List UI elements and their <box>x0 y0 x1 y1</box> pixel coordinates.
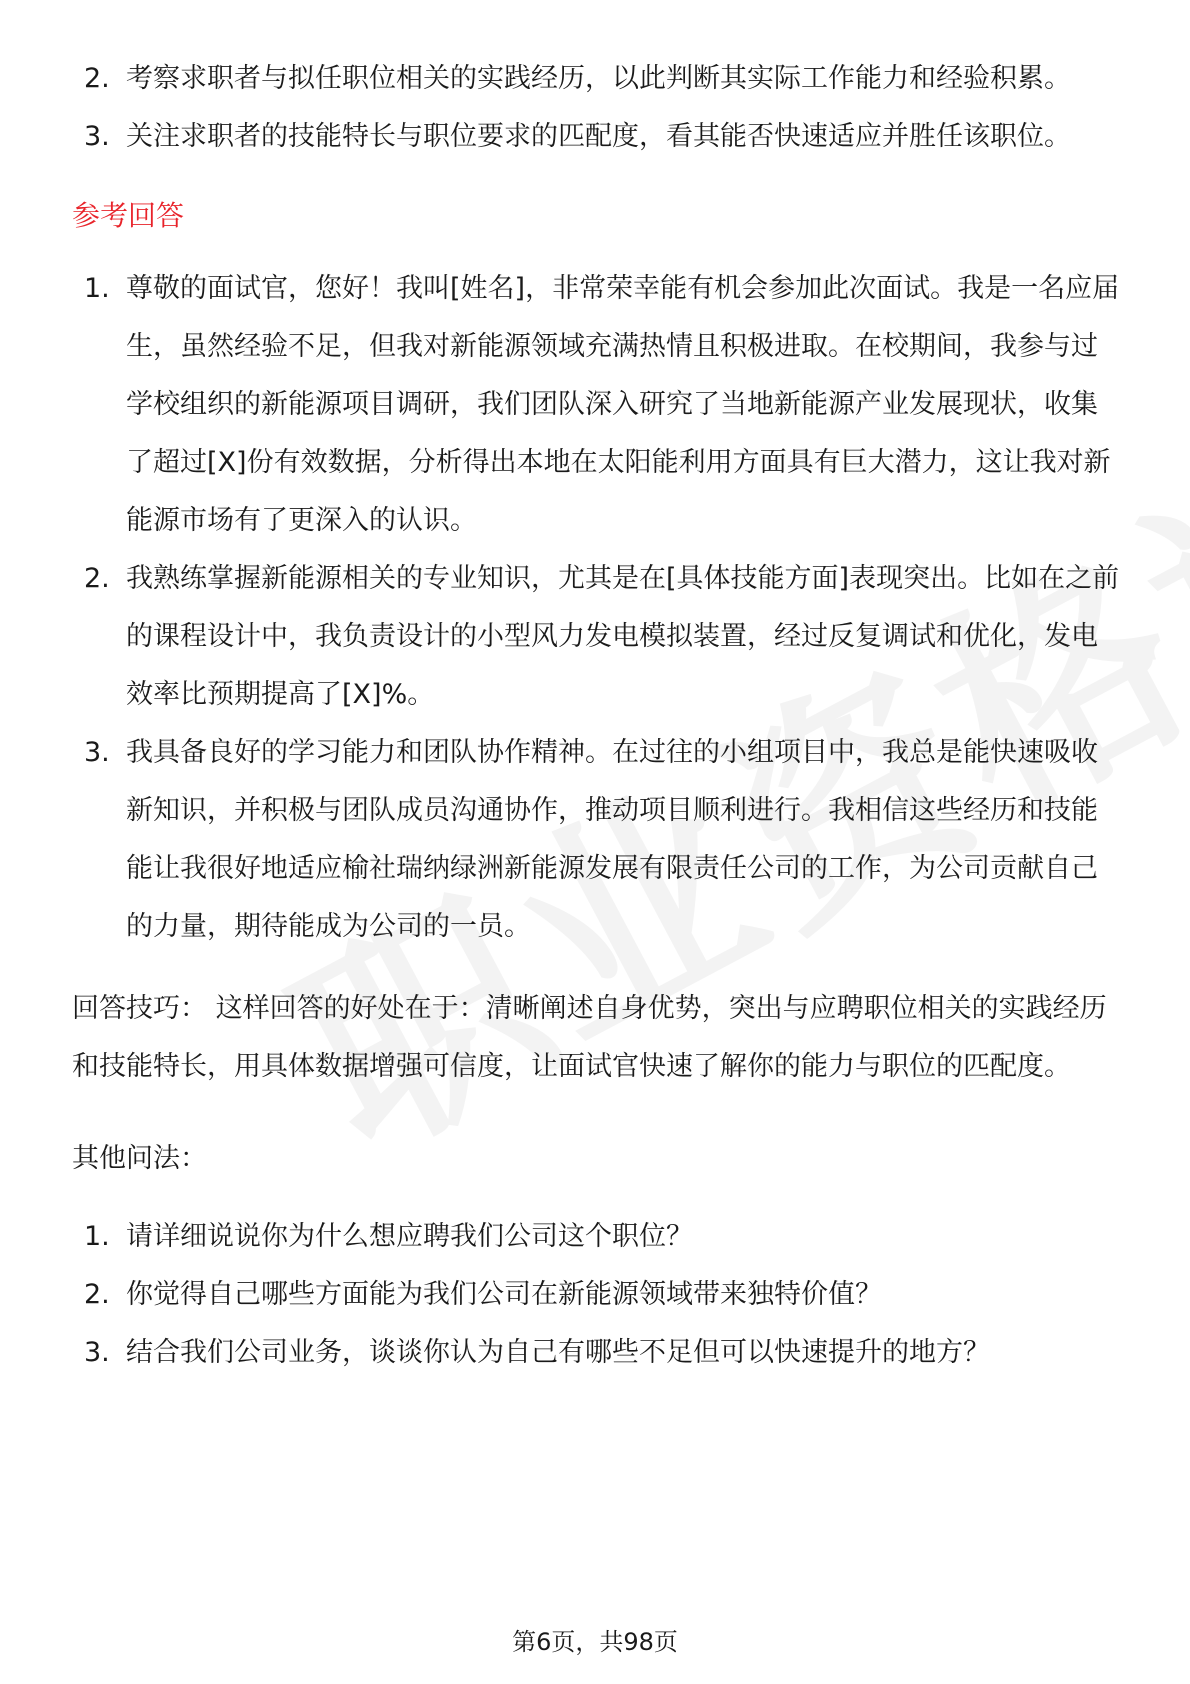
list-number: 1. <box>84 1221 110 1252</box>
list-number: 1. <box>84 273 110 304</box>
list-text: 我熟练掌握新能源相关的专业知识，尤其是在[具体技能方面]表现突出。比如在之前的课程设计中，我负责设计的小型风力发电模拟装置，经过反复调试和优化，发电效率比预期提高了[X]%。 <box>126 563 1120 710</box>
list-text: 考察求职者与拟任职位相关的实践经历，以此判断其实际工作能力和经验积累。 <box>126 63 1071 94</box>
other-questions-heading: 其他问法： <box>72 1143 207 1174</box>
reference-answer-heading: 参考回答 <box>72 199 185 232</box>
list-text: 你觉得自己哪些方面能为我们公司在新能源领域带来独特价值？ <box>126 1279 882 1310</box>
list-item <box>72 108 1122 166</box>
list-text: 结合我们公司业务，谈谈你认为自己有哪些不足但可以快速提升的地方？ <box>126 1337 990 1368</box>
page-content <box>72 50 1122 1382</box>
reference-answer-list <box>72 260 1122 956</box>
list-item <box>72 1324 1122 1382</box>
top-list <box>72 50 1122 166</box>
list-item <box>72 50 1122 108</box>
list-text: 尊敬的面试官，您好！我叫[姓名]，非常荣幸能有机会参加此次面试。我是一名应届生，虽然经验不足，但我对新能源领域充满热情且积极进取。在校期间，我参与过学校组织的新能源项目调研，我们团队深入研究了当地新能源产业发展现状，收集了超过[X]份有效数据，分析得出本地在太阳能利用方面具有巨大潜力，这让我对新能源市场有了更深入的认识。 <box>126 273 1120 536</box>
list-item <box>72 1266 1122 1324</box>
list-item <box>72 724 1122 956</box>
list-item <box>72 550 1122 724</box>
list-number: 3. <box>84 121 110 152</box>
list-number: 2. <box>84 63 110 94</box>
list-number: 3. <box>84 1337 110 1368</box>
other-questions-list <box>72 1208 1122 1382</box>
list-text: 关注求职者的技能特长与职位要求的匹配度，看其能否快速适应并胜任该职位。 <box>126 121 1071 152</box>
list-number: 2. <box>84 1279 110 1310</box>
list-item <box>72 1208 1122 1266</box>
list-text: 我具备良好的学习能力和团队协作精神。在过往的小组项目中，我总是能快速吸收新知识，并积极与团队成员沟通协作，推动项目顺利进行。我相信这些经历和技能能让我很好地适应榆社瑞纳绿洲新能源发展有限责任公司的工作，为公司贡献自己的力量，期待能成为公司的一员。 <box>126 737 1098 942</box>
page-number-footer: 第6页，共98页 <box>512 1628 678 1656</box>
list-item <box>72 260 1122 550</box>
list-text: 请详细说说你为什么想应聘我们公司这个职位？ <box>126 1221 693 1252</box>
list-number: 2. <box>84 563 110 594</box>
answer-tip-paragraph: 回答技巧： 这样回答的好处在于：清晰阐述自身优势，突出与应聘职位相关的实践经历和技能特长，用具体数据增强可信度，让面试官快速了解你的能力与职位的匹配度。 <box>72 993 1107 1082</box>
list-number: 3. <box>84 737 110 768</box>
